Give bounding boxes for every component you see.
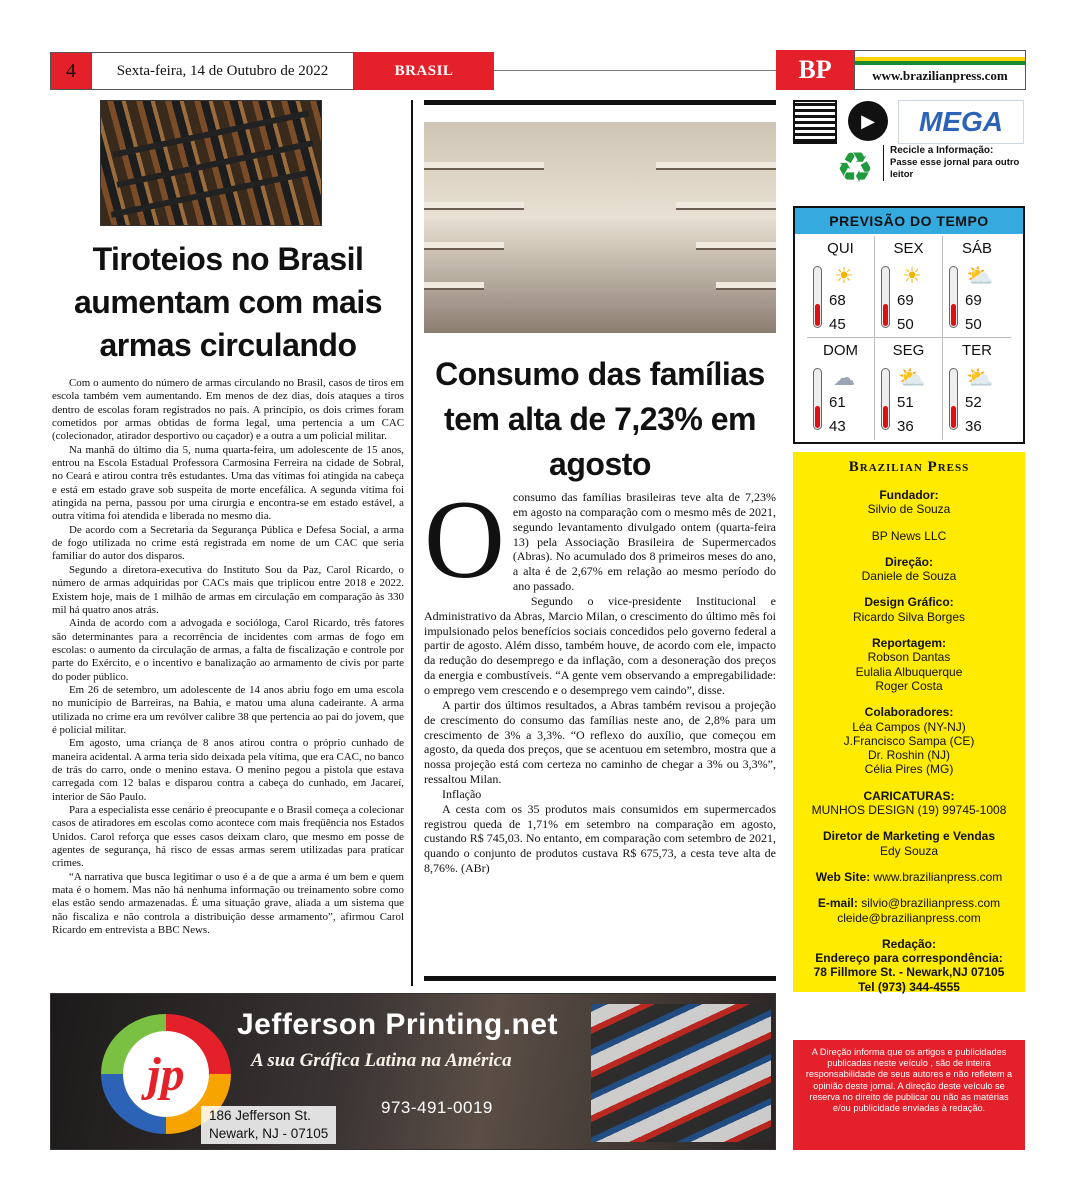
direction-name: Daniele de Souza xyxy=(861,569,957,584)
founder-name: Silvio de Souza xyxy=(867,502,951,517)
recycle-text: Passe esse jornal para outro leitor xyxy=(890,157,1020,180)
thermometer-icon xyxy=(949,368,958,430)
guns-photo xyxy=(100,100,322,226)
partly-cloudy-icon: ⛅ xyxy=(966,263,994,288)
subheading: Inflação xyxy=(442,786,482,801)
day-label: SEG xyxy=(892,342,925,359)
reporter-name: Roger Costa xyxy=(875,678,943,693)
ad-slogan: A sua Gráfica Latina na América xyxy=(251,1050,512,1071)
masthead-reporting xyxy=(793,636,1025,693)
partly-cloudy-icon: ⛅ xyxy=(966,365,994,390)
jp-logo-letters: jp xyxy=(123,1031,209,1117)
website-link[interactable]: www.brazilianpress.com xyxy=(854,50,1026,90)
paragraph: Na manhã do último dia 5, numa quarta-feira, um adolescente de 15 anos, entrou na Escola Estadual Professora Carmosina Ferreira na cidade de Sobral, no Ceará e atirou contra três estudantes. Uma das vítimas foi atingida na cabeça e está em estado grave sob suspeita de morte encefálica. A segunda vítima foi atingida na perna, passou por uma cirurgia e encontra-se em estado estável, a outra vítima foi atendida e liberada no mesmo dia. xyxy=(52,443,404,523)
masthead-design xyxy=(793,595,1025,624)
drop-cap: O xyxy=(424,490,505,602)
masthead-title: Brazilian Press xyxy=(848,459,970,475)
thermometer-icon xyxy=(813,368,822,430)
contributor-name: Dr. Roshin (NJ) xyxy=(867,748,950,763)
ad-address xyxy=(201,1106,336,1144)
weather-day xyxy=(943,236,1011,338)
ad-brand-name: Jefferson Printing.net xyxy=(237,1008,559,1041)
sun-icon: ☀ xyxy=(902,263,922,288)
day-label: SÁB xyxy=(961,240,992,257)
low-temp: 50 xyxy=(897,316,914,333)
masthead-email xyxy=(793,896,1025,925)
low-temp: 50 xyxy=(965,316,982,333)
recycle-title: Recicle a Informação: xyxy=(890,145,994,156)
sun-icon: ☀ xyxy=(834,263,854,288)
article-bottom-rule xyxy=(424,976,776,981)
paragraph: Para a especialista esse cenário é preocupante e o Brasil começa a colecionar casos de atiradores em escolas como acontece com mais freqüência nos Estados Unidos. Carol reforça que esses casos deixam claro, que mesmo em posse de agentes de segurança, há risco de essas armas serem utilizadas para praticar crimes. xyxy=(52,804,404,870)
contributor-name: Célia Pires (MG) xyxy=(864,762,954,777)
web-label: Web Site: xyxy=(815,869,871,884)
issue-date: Sexta-feira, 14 de Outubro de 2022 xyxy=(92,52,354,90)
weather-title: PREVISÃO DO TEMPO xyxy=(795,208,1023,234)
recycle-note xyxy=(883,145,1025,181)
high-temp: 52 xyxy=(965,394,982,411)
mega-logo[interactable]: MEGA xyxy=(898,100,1024,144)
paragraph: Segundo a diretora-executiva do Instituto Sou da Paz, Carol Ricardo, o número de armas adquiridas por CACs mais que triplicou entre 2018 e 2022. Existem hoje, mais de 1 milhão de armas em circulação em comparação às 330 mil há quatro anos atrás. xyxy=(52,563,404,616)
weather-day xyxy=(875,338,943,440)
masthead-direction xyxy=(793,555,1025,584)
lead-paragraph xyxy=(424,490,776,602)
high-temp: 61 xyxy=(829,394,846,411)
day-label: SEX xyxy=(893,240,924,257)
cartoons-credit: MUNHOS DESIGN (19) 99745-1008 xyxy=(811,803,1007,818)
recycle-icon: ♻ xyxy=(836,146,874,192)
paragraph: Ainda de acordo com a advogada e socióloga, Carol Ricardo, três fatores são determinantes para a recorrência de incidentes com armas de fogo em escolas: o aumento da circulação de armas, a falta de fiscalização e controle por parte do Exército, e o incentivo e banalização ao armamento de civis por parte do poder público. xyxy=(52,617,404,683)
web-link[interactable]: www.brazilianpress.com xyxy=(873,869,1003,884)
supermarket-photo xyxy=(424,122,776,333)
cartoons-label: CARICATURAS: xyxy=(863,788,955,803)
column-divider xyxy=(411,100,413,986)
paragraph: Com o aumento do número de armas circulando no Brasil, casos de tiros em escola também vem aumentando. Em menos de dez dias, dois ataques a tiros dentro de escolas foram registrados no país. A princípio, os dois crimes foram cometidos por armas obtidas de forma legal, uma pertencia a um CAC (colecionador, atirador desportivo ou caçador) e a outra a um policial militar. xyxy=(52,377,404,443)
masthead-box xyxy=(793,452,1025,992)
weather-day xyxy=(807,236,875,338)
address-text: 78 Fillmore St. - Newark,NJ 07105 xyxy=(813,965,1005,980)
ad-address-line: Newark, NJ - 07105 xyxy=(209,1126,329,1141)
weather-day xyxy=(875,236,943,338)
paragraph: A cesta com os 35 produtos mais consumidos em supermercados registrou queda de 1,71% em setembro na comparação em agosto, custando R$ 745,03. No entanto, em comparação com setembro de 2021, quando o conjunto de produtos custava R$ 675,73, a cesta teve alta de 8,76%. (ABr) xyxy=(424,801,776,876)
thermometer-icon xyxy=(881,266,890,328)
email-label: E-mail: xyxy=(817,896,858,911)
jefferson-printing-ad[interactable] xyxy=(50,993,776,1150)
mid-article-body xyxy=(424,490,776,965)
day-label: TER xyxy=(962,342,992,359)
section-label: BRASIL xyxy=(354,52,494,90)
left-article-title: Tiroteios no Brasil aumentam com mais armas circulando xyxy=(73,241,383,363)
high-temp: 68 xyxy=(829,292,846,309)
design-label: Design Gráfico: xyxy=(864,595,954,610)
newsroom-label: Redação: xyxy=(881,936,937,951)
contributor-name: Léa Campos (NY-NJ) xyxy=(852,719,966,734)
thermometer-icon xyxy=(949,266,958,328)
weather-day xyxy=(943,338,1011,440)
paragraph: Em 26 de setembro, um adolescente de 14 anos abriu fogo em uma escola no município de Barreiras, na Bahia, e matou uma aluna cadeirante. A arma utilizada no crime era um revólver calibre 38 que pertencia ao pai do jovem, que é policial militar. xyxy=(52,683,404,736)
masthead-website xyxy=(793,870,1025,884)
marketing-label: Diretor de Marketing e Vendas xyxy=(822,829,996,844)
direction-label: Direção: xyxy=(884,554,934,569)
masthead-marketing xyxy=(793,829,1025,858)
address-label: Endereço para correspondência: xyxy=(815,951,1003,966)
low-temp: 36 xyxy=(965,418,982,435)
low-temp: 45 xyxy=(829,316,846,333)
high-temp: 51 xyxy=(897,394,914,411)
mid-article-title: Consumo das famílias tem alta de 7,23% em agosto xyxy=(435,356,765,482)
paragraph: “A narrativa que busca legitimar o uso é a de que a arma é um bem e quem mata é o homem. Mas não há nenhuma informação ou treinamento sobre como elas estão sendo armazenadas. É uma situação grave, aliada a um sistema que não fiscaliza e não controla a distribuição desse armamento”, afirmou Carol Ricardo em entrevista a BBC News. xyxy=(52,870,404,937)
masthead-founder xyxy=(793,488,1025,517)
day-label: QUI xyxy=(827,240,854,257)
brazilian-press-logo: BP xyxy=(776,50,854,90)
contributor-name: J.Francisco Sampa (CE) xyxy=(843,733,975,748)
high-temp: 69 xyxy=(897,292,914,309)
reporter-name: Robson Dantas xyxy=(867,650,951,665)
masthead-newsroom xyxy=(793,937,1025,994)
header-divider xyxy=(494,70,776,71)
ad-cards-graphic xyxy=(591,1004,771,1142)
low-temp: 36 xyxy=(897,418,914,435)
email-link[interactable]: cleide@brazilianpress.com xyxy=(837,910,981,925)
contributors-label: Colaboradores: xyxy=(864,705,954,720)
paragraph: A partir dos últimos resultados, a Abras também revisou a projeção de crescimento do consumo das famílias neste ano, de 2,8% para um crescimento de 3% a 3,3%. “O reflexo do auxílio, que começou em agosto, da queda dos preços, que se acentuou em setembro, mostra que a nossa projeção está com certeza no caminho de chegar a 3% ou 3,3%”, ressaltou Milan. xyxy=(424,697,776,787)
article-top-rule xyxy=(424,100,776,105)
rain-cloud-icon: ☁ xyxy=(833,365,855,390)
ad-phone: 973-491-0019 xyxy=(381,1098,493,1117)
thermometer-icon xyxy=(881,368,890,430)
paragraph: Segundo o vice-presidente Institucional e Administrativo da Abras, Marcio Milan, o crescimento do último mês foi impulsionado pelos benefícios sociais concedidos pelo governo federal a partir de agosto. Além disso, também houve, de acordo com ele, impacto da redução do desemprego e da inflação, com a desoneração dos preços da energia e combustíveis. “A gente vem observando a empregabilidade: o emprego vem crescendo e o desemprego vem caindo”, disse. xyxy=(424,593,776,697)
qr-code[interactable] xyxy=(793,100,837,144)
masthead-contributors xyxy=(793,705,1025,776)
page-number: 4 xyxy=(50,52,92,90)
day-label: DOM xyxy=(823,342,858,359)
masthead-cartoons xyxy=(793,789,1025,818)
design-name: Ricardo Silva Borges xyxy=(852,609,966,624)
disclaimer-box: A Direção informa que os artigos e publicidades publicadas neste veículo , são de inteira responsabilidade de seus autores e não refletem a opinião deste jornal. A direção deste veículo se reserva no direito de publicar ou não as matérias e/ou publicidade enviadas à redação. xyxy=(793,1040,1025,1150)
founder-label: Fundador: xyxy=(879,488,939,502)
high-temp: 69 xyxy=(965,292,982,309)
lead-text: consumo das famílias brasileiras teve alta de 7,23% em agosto na comparação com o mesmo mês de 2021, segundo levantamento divulgado ontem (quarta-feira 13) pela Associação Brasileira de Supermercados (Abras). No acumulado dos 8 primeiros meses do ano, a alta é de 2,67% em relação ao mesmo período do ano passado. xyxy=(512,490,776,594)
masthead-company xyxy=(793,529,1025,543)
partly-cloudy-icon: ⛅ xyxy=(898,365,926,390)
paragraph: De acordo com a Secretaria da Segurança Pública e Defesa Social, a arma de fogo utilizada no crime está registrada em nome de um CAC que seria familiar do autor dos disparos. xyxy=(52,523,404,563)
company-name: BP News LLC xyxy=(871,528,947,543)
email-link[interactable]: silvio@brazilianpress.com xyxy=(861,896,1001,911)
left-article-body xyxy=(52,377,404,989)
paragraph: Em agosto, uma criança de 8 anos atirou contra o próprio cunhado de maneira acidental. A arma teria sido deixada pela vítima, que era CAC, no banco de trás do carro, onde o menino estava. O menino pegou a pistola que estava carregada com 12 balas e disparou contra a cabeça do cunhado, em Jacareí, interior de São Paulo. xyxy=(52,737,404,803)
ad-address-line: 186 Jefferson St. xyxy=(209,1108,311,1123)
reporter-name: Eulalia Albuquerque xyxy=(855,664,963,679)
reporting-label: Reportagem: xyxy=(871,636,946,651)
low-temp: 43 xyxy=(829,418,846,435)
thermometer-icon xyxy=(813,266,822,328)
weather-day xyxy=(807,338,875,440)
marketing-name: Edy Souza xyxy=(879,843,939,858)
phone-text: Tel (973) 344-4555 xyxy=(858,979,960,994)
play-icon[interactable]: ▶ xyxy=(848,101,888,141)
weather-forecast xyxy=(793,206,1025,444)
